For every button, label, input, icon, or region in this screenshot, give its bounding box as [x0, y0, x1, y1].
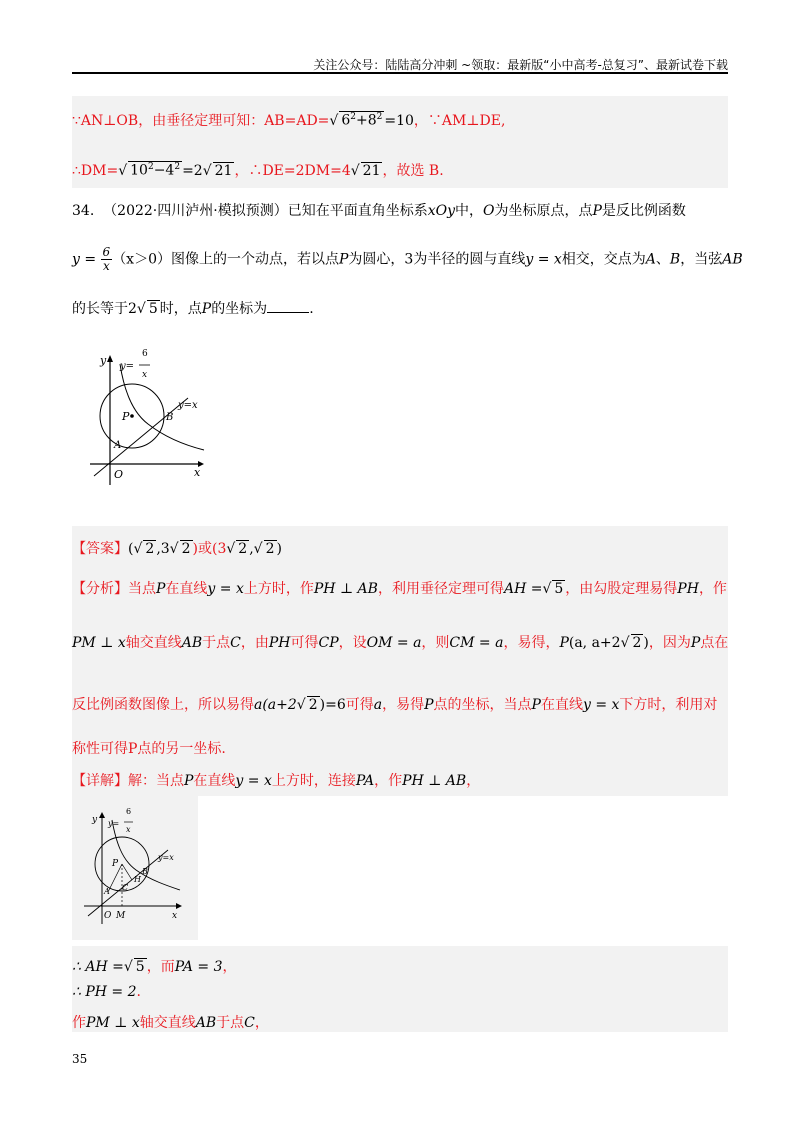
label-x: x: [172, 911, 178, 921]
previous-solution-line-1: ∵AN⊥OB，由垂径定理可知：AB=AD=√ $6^2+8^2 =10$，∵AM⊥DE,: [72, 112, 506, 129]
problem-line-2: y = $\frac{6}{x}$ （x＞0）图像上的一个动点，若以点P为圆心，3为半径的圆与直线y = x相交，交点为A、B，当弦AB: [72, 245, 743, 273]
label-line: y=x: [158, 853, 174, 862]
label-y: y: [92, 815, 98, 825]
problem-line-1: 34. （2022·四川泸州·模拟预测）已知在平面直角坐标系xOy中，O为坐标原点，点P是反比例函数: [72, 203, 686, 219]
answer-blank: [267, 300, 309, 313]
header-rule: [72, 72, 728, 74]
label-a: A: [104, 887, 110, 896]
segment-ph: [122, 864, 132, 880]
label-p: P: [122, 410, 130, 423]
label-x: x: [194, 466, 201, 479]
label-func-num: 6: [126, 807, 132, 816]
label-p: P: [112, 859, 119, 869]
problem-figure: [80, 340, 220, 500]
page-header: 关注公众号：陆陆高分冲刺 ~领取：最新版“小中高考-总复习”、最新试卷下载: [313, 58, 728, 72]
analysis-line-3: 反比例函数图像上，所以易得a(a+2√ 2 )=6可得a，易得P点的坐标，当点P在直线y = x下方时，利用对: [72, 697, 718, 713]
answer-line: 【答案】(√ 2 ,3√ 2 )或(3√ 2 ,√ 2 ): [72, 541, 282, 557]
label-a: A: [114, 440, 122, 451]
label-func-den: x: [142, 370, 148, 380]
step-line-3: 作PM ⊥ x轴交直线AB于点C，: [72, 1015, 269, 1031]
y-axis-arrow: [99, 812, 105, 818]
label-line: y=x: [178, 400, 198, 411]
label-func-y: y=: [120, 361, 135, 372]
problem-line-3: 的长等于2√ 5 时，点P的坐标为 .: [72, 301, 314, 317]
detail-line-1: 【详解】解：当点P在直线y = x上方时，连接PA，作PH ⊥ AB，: [72, 773, 481, 789]
page-number: 35: [72, 1052, 88, 1066]
solution-figure: [76, 800, 194, 936]
label-func-num: 6: [142, 349, 148, 359]
step-line-2: ∴ PH = 2.: [72, 984, 141, 1000]
label-b: B: [166, 412, 174, 423]
analysis-line-4: 称性可得P点的另一坐标.: [72, 741, 226, 757]
label-c: C: [122, 883, 129, 892]
x-axis-arrow: [176, 903, 182, 909]
y-axis-arrow: [107, 355, 113, 362]
label-h: H: [134, 875, 141, 884]
label-y: y: [100, 354, 107, 367]
label-o: O: [114, 468, 124, 481]
label-m: M: [116, 911, 126, 921]
label-func-y: y=: [108, 819, 120, 828]
analysis-line-2: PM ⊥ x轴交直线AB于点C，由PH可得CP，设OM = a，则CM = a，易得，P(a, a+2√ 2 )，因为P点在: [72, 635, 729, 651]
step-line-1: ∴ AH =√ 5 ，而PA = 3，: [72, 959, 237, 975]
label-b: B: [142, 867, 148, 876]
analysis-line-1: 【分析】当点P在直线y = x上方时，作PH ⊥ AB，利用垂径定理可得AH =√ 5 ，由勾股定理易得PH，作: [72, 581, 727, 597]
label-func-den: x: [126, 825, 131, 834]
label-o: O: [104, 911, 112, 921]
previous-solution-line-2: ∴DM=√ $10^2-4^2 =2√$ 21 ，∴DE=2DM=4√ 21 ，故选 B.: [72, 162, 444, 179]
center-point-p: [130, 414, 134, 418]
